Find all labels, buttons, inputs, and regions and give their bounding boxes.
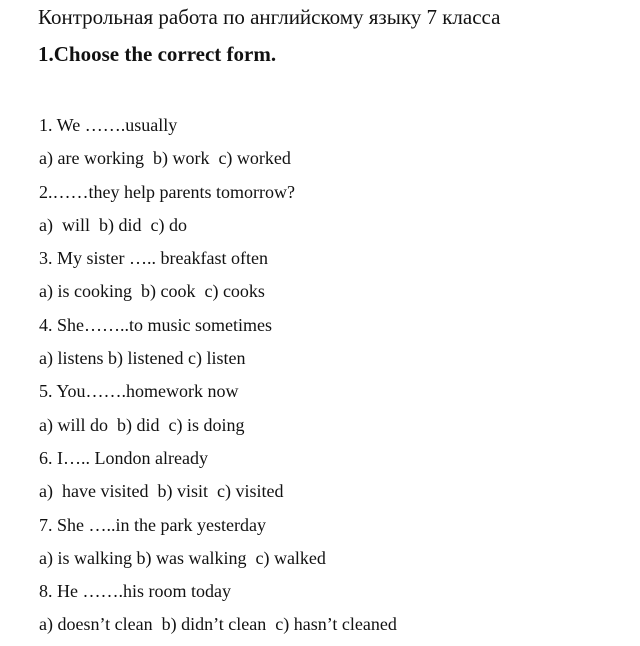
question-line: 5. You…….homework now	[39, 381, 239, 402]
question-line: 3. My sister ….. breakfast often	[39, 248, 268, 269]
question-line: 1. We …….usually	[39, 115, 178, 135]
answer-options-line: a) listens b) listened c) listen	[39, 348, 246, 369]
answer-options-line: a) will do b) did c) is doing	[39, 414, 245, 435]
exercise-list	[39, 113, 397, 646]
question-line: 8. He …….his room today	[39, 581, 231, 602]
question-line: 4. She……..to music sometimes	[39, 314, 272, 335]
document-title: Контрольная работа по английскому языку 7 класса	[38, 5, 501, 29]
question-line: 6. I….. London already	[39, 447, 208, 468]
answer-options-line: a) have visited b) visit c) visited	[39, 481, 284, 502]
question-line: 2.……they help parents tomorrow?	[39, 181, 295, 202]
section-heading: 1.Choose the correct form.	[38, 42, 277, 66]
answer-options-line: a) are working b) work c) worked	[39, 148, 291, 169]
answer-options-line: a) doesn’t clean b) didn’t clean c) hasn’t cleaned	[39, 614, 397, 635]
answer-options-line: a) is walking b) was walking c) walked	[39, 547, 326, 568]
answer-options-line: a) is cooking b) cook c) cooks	[39, 281, 265, 302]
answer-options-line: a) will b) did c) do	[39, 214, 187, 235]
question-line: 7. She …..in the park yesterday	[39, 514, 266, 535]
